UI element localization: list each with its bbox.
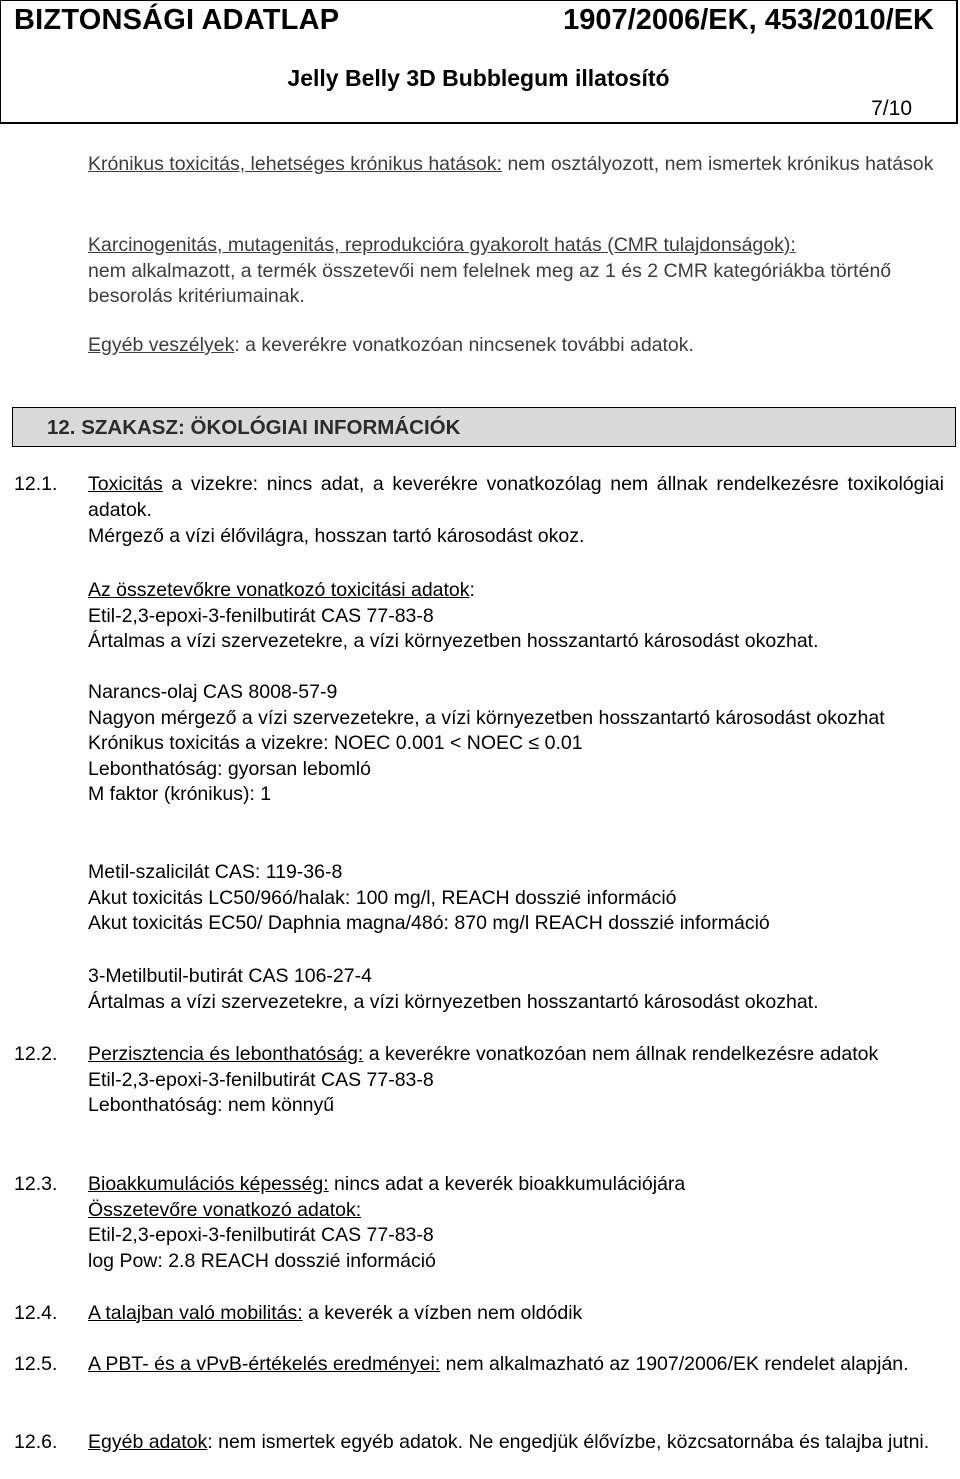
persistence-component: Etil-2,3-epoxi-3-fenilbutirát CAS 77-83-8 <box>88 1068 434 1091</box>
subsection-number-12-5: 12.5. <box>14 1353 58 1375</box>
persistence-label: Perzisztencia és lebonthatóság: <box>88 1043 364 1065</box>
component-4-text: Ártalmas a vízi szervezetekre, a vízi környezetben hosszantartó károsodást okozhat. <box>88 990 819 1013</box>
section-12-heading <box>12 407 956 447</box>
bioaccumulation-component: Etil-2,3-epoxi-3-fenilbutirát CAS 77-83-8 <box>88 1224 434 1246</box>
regulation-reference: 1907/2006/EK, 453/2010/EK <box>563 4 934 36</box>
chronic-toxicity-label: Krónikus toxicitás, lehetséges krónikus hatások: <box>88 153 503 175</box>
product-name: Jelly Belly 3D Bubblegum illatosító <box>287 65 670 91</box>
bioaccumulation-block <box>88 1172 944 1274</box>
component-2-m-factor: M faktor (krónikus): 1 <box>88 783 272 805</box>
cmr-label: Karcinogenitás, mutagenitás, reprodukcióra gyakorolt hatás (CMR tulajdonságok): <box>88 234 796 256</box>
component-1-name: Etil-2,3-epoxi-3-fenilbutirát CAS 77-83-8 <box>88 604 434 627</box>
subsection-number-12-6: 12.6. <box>14 1431 58 1453</box>
other-data-text: : nem ismertek egyéb adatok. Ne engedjük élővízbe, közcsatornába és talajba jutni. <box>207 1431 930 1453</box>
document-title: BIZTONSÁGI ADATLAP <box>14 4 340 36</box>
cmr-text: nem alkalmazott, a termék összetevői nem felelnek meg az 1 és 2 CMR kategóriákba történő besorolás kritériumainak. <box>88 259 892 307</box>
component-2-name: Narancs-olaj CAS 8008-57-9 <box>88 681 338 703</box>
toxicity-paragraph <box>88 472 944 523</box>
components-label: Az összetevőkre vonatkozó toxicitási adatok <box>88 579 470 601</box>
component-2-text: Nagyon mérgező a vízi szervezetekre, a vízi környezetben hosszantartó károsodást okozhat <box>88 706 885 729</box>
subsection-number-12-4: 12.4. <box>14 1302 58 1324</box>
bioaccumulation-label: Bioakkumulációs képesség: <box>88 1173 329 1195</box>
component-2-degradability: Lebonthatóság: gyorsan lebomló <box>88 757 371 780</box>
section-12-title: 12. SZAKASZ: ÖKOLÓGIAI INFORMÁCIÓK <box>47 416 461 439</box>
bioaccumulation-component-label: Összetevőre vonatkozó adatok: <box>88 1198 362 1221</box>
persistence-text: a keverékre vonatkozóan nem állnak rendelkezésre adatok <box>363 1043 879 1065</box>
component-4-name: 3-Metilbutil-butirát CAS 106-27-4 <box>88 965 372 987</box>
pbt-paragraph <box>88 1352 944 1378</box>
component-2-chronic: Krónikus toxicitás a vizekre: NOEC 0.001 < NOEC ≤ 0.01 <box>88 732 583 754</box>
component-3-block <box>88 860 944 937</box>
mobility-paragraph <box>88 1301 944 1327</box>
other-hazards-paragraph <box>88 333 944 359</box>
other-data-label: Egyéb adatok <box>88 1431 208 1453</box>
pbt-label: A PBT- és a vPvB-értékelés eredményei: <box>88 1353 441 1375</box>
mobility-text: a keverék a vízben nem oldódik <box>302 1302 583 1324</box>
components-toxicity-block <box>88 578 944 655</box>
subsection-number-12-2: 12.2. <box>14 1043 58 1065</box>
mobility-label: A talajban való mobilitás: <box>88 1302 303 1324</box>
component-4-block <box>88 964 944 1015</box>
component-3-name: Metil-szalicilát CAS: 119-36-8 <box>88 861 343 883</box>
chronic-toxicity-text: nem osztályozott, nem ismertek krónikus hatások <box>502 153 934 175</box>
chronic-toxicity-paragraph <box>88 152 944 178</box>
toxicity-line2: Mérgező a vízi élővilágra, hosszan tartó károsodást okoz. <box>88 525 585 547</box>
components-colon: : <box>469 579 475 601</box>
component-3-ec50: Akut toxicitás EC50/ Daphnia magna/48ó: 870 mg/l REACH dosszié információ <box>88 912 770 934</box>
cmr-paragraph <box>88 233 944 310</box>
component-1-text: Ártalmas a vízi szervezetekre, a vízi környezetben hosszantartó károsodást okozhat. <box>88 630 819 652</box>
persistence-block <box>88 1042 944 1119</box>
document-header <box>0 0 958 124</box>
persistence-degradability: Lebonthatóság: nem könnyű <box>88 1094 335 1116</box>
other-hazards-text: : a keverékre vonatkozóan nincsenek további adatok. <box>234 334 694 356</box>
other-hazards-label: Egyéb veszélyek <box>88 334 235 356</box>
bioaccumulation-log-pow: log Pow: 2.8 REACH dosszié információ <box>88 1249 436 1272</box>
toxicity-label: Toxicitás <box>88 473 163 495</box>
pbt-text: nem alkalmazható az 1907/2006/EK rendelet alapján. <box>440 1353 909 1375</box>
subsection-number-12-3: 12.3. <box>14 1173 58 1195</box>
toxicity-text: a vizekre: nincs adat, a keverékre vonatkozólag nem állnak rendelkezésre toxikológiai adatok. <box>88 473 944 521</box>
page-number: 7/10 <box>871 97 912 120</box>
bioaccumulation-text: nincs adat a keverék bioakkumulációjára <box>328 1173 686 1195</box>
component-3-lc50: Akut toxicitás LC50/96ó/halak: 100 mg/l, REACH dosszié információ <box>88 886 677 909</box>
component-2-block <box>88 680 944 808</box>
subsection-number-12-1: 12.1. <box>14 473 58 495</box>
other-data-paragraph <box>88 1430 944 1456</box>
